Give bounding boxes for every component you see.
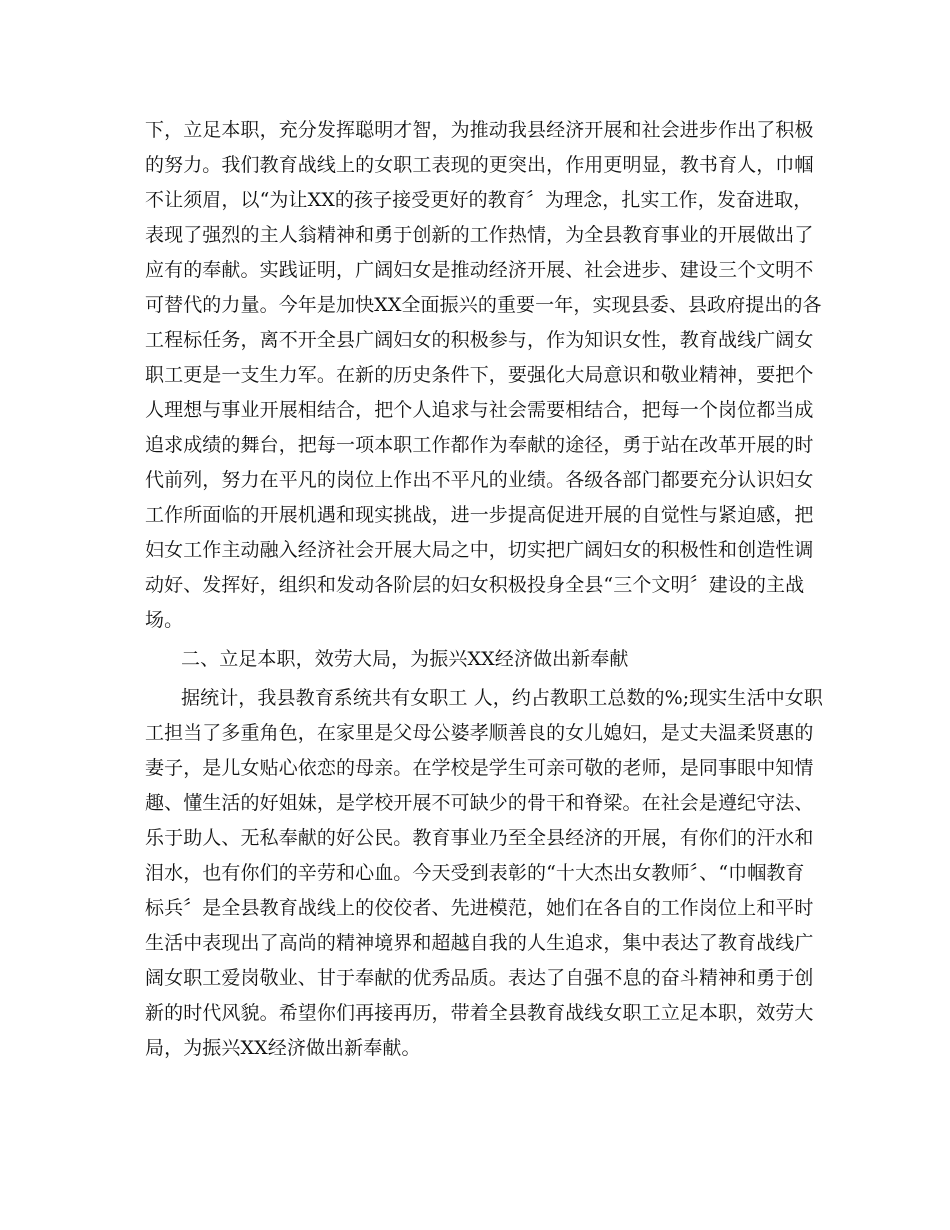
paragraph-1-line: 不让须眉，以“为让XX的孩子接受更好的教育〞为理念，扎实工作，发奋进取， [145,189,813,211]
paragraph-2-line: 据统计，我县教育系统共有女职工 人，约占教职工总数的%;现实生活中女职 [181,687,823,709]
paragraph-1-line: 可替代的力量。今年是加快XX全面振兴的重要一年，实现县委、县政府提出的各 [145,294,822,316]
paragraph-1-line: 工程标任务，离不开全县广阔妇女的积极参与，作为知识女性，教育战线广阔女 [145,329,814,351]
paragraph-2-line: 标兵〞是全县教育战线上的佼佼者、先进模范，她们在各自的工作岗位上和平时 [145,897,814,919]
paragraph-2-line: 妻子，是儿女贴心依恋的母亲。在学校是学生可亲可敬的老师，是同事眼中知情 [145,757,814,779]
paragraph-1-line: 追求成绩的舞台，把每一项本职工作都作为奉献的途径，勇于站在改革开展的时 [145,434,814,456]
paragraph-1-line: 表现了强烈的主人翁精神和勇于创新的工作热情，为全县教育事业的开展做出了 [145,224,814,246]
paragraph-1-line: 工作所面临的开展机遇和现实挑战，进一步提高促进开展的自觉性与紧迫感，把 [145,504,814,526]
section-heading: 二、立足本职，效劳大局，为振兴XX经济做出新奉献 [181,648,629,670]
paragraph-1-line: 动好、发挥好，组织和发动各阶层的妇女积极投身全县“三个文明〞建设的主战 [145,574,805,596]
paragraph-1-line: 代前列，努力在平凡的岗位上作出不平凡的业绩。各级各部门都要充分认识妇女 [145,469,814,491]
paragraph-1-line: 下，立足本职，充分发挥聪明才智，为推动我县经济开展和社会进步作出了积极 [145,119,814,141]
paragraph-2-line: 工担当了多重角色，在家里是父母公婆孝顺善良的女儿媳妇，是丈夫温柔贤惠的 [145,722,814,744]
paragraph-1-line: 的努力。我们教育战线上的女职工表现的更突出，作用更明显，教书育人，巾帼 [145,154,814,176]
paragraph-2-line: 新的时代风貌。希望你们再接再历，带着全县教育战线女职工立足本职，效劳大 [145,1002,814,1024]
paragraph-2-line: 生活中表现出了高尚的精神境界和超越自我的人生追求，集中表达了教育战线广 [145,932,814,954]
paragraph-2-line: 乐于助人、无私奉献的好公民。教育事业乃至全县经济的开展，有你们的汗水和 [145,827,814,849]
paragraph-1-line: 场。 [145,609,184,631]
paragraph-1-line: 妇女工作主动融入经济社会开展大局之中，切实把广阔妇女的积极性和创造性调 [145,539,814,561]
paragraph-2-line: 趣、懂生活的好姐妹，是学校开展不可缺少的骨干和脊梁。在社会是遵纪守法、 [145,792,814,814]
paragraph-1-line: 人理想与事业开展相结合，把个人追求与社会需要相结合，把每一个岗位都当成 [145,399,814,421]
paragraph-2-line: 泪水，也有你们的辛劳和心血。今天受到表彰的“十大杰出女教师〞、“巾帼教育 [145,862,805,884]
paragraph-1-line: 职工更是一支生力军。在新的历史条件下，要强化大局意识和敬业精神，要把个 [145,364,814,386]
paragraph-2-line: 阔女职工爱岗敬业、甘于奉献的优秀品质。表达了自强不息的奋斗精神和勇于创 [145,967,814,989]
paragraph-1-line: 应有的奉献。实践证明，广阔妇女是推动经济开展、社会进步、建设三个文明不 [145,259,814,281]
paragraph-2-line: 局，为振兴XX经济做出新奉献。 [145,1037,421,1059]
